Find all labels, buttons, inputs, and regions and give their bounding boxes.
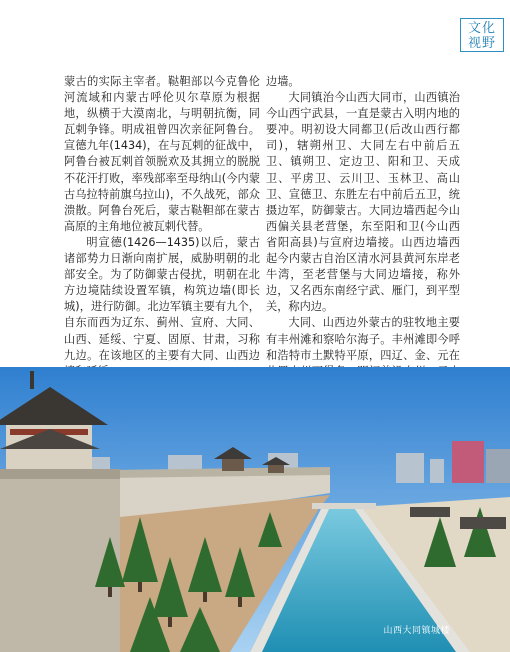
right-paragraph-2: 大同镇治今山西大同市，山西镇治今山西宁武县，一直是蒙古入明内地的要冲。明初设大同都卫(后改山西行都司)，辖朔州卫、大同左右中前后五卫、镇朔卫、定边卫、阳和卫、天成卫、平虏卫、云川卫、玉林卫、高山卫、宣德卫、东胜左右中前后五卫，统摄边军，防御蒙古。大同边墙西起今山西偏关县老营堡，东至阳和卫(今山西省阳高县)与宣府边墙接。山西边墙西起今内蒙古自治区清水河县黄河东岸老牛湾，至老营堡与大同边墙接，称外边，又名西东南经宁武、雁门，到平型关，称内边。 <box>266 91 460 314</box>
left-text-column <box>64 74 260 380</box>
photo-caption: 山西大同镇城楼 <box>383 626 450 636</box>
bridge <box>312 503 376 509</box>
right-text-column <box>266 74 460 396</box>
column-tag-line2: 视野 <box>467 36 496 51</box>
tall-building <box>486 449 510 483</box>
column-tag <box>460 18 504 52</box>
main-gate-wall <box>0 469 120 652</box>
left-paragraph-2: 明宣德(1426—1435)以后，蒙古诸部势力日渐向南扩展，威胁明朝的北部安全。为了防御蒙古侵扰，明朝在北方边境陆续设置军镇，构筑边墙(即长城)，进行防御。北边军镇主要有九个，自东而西为辽东、蓟州、宣府、大同、山西、延绥、宁夏、固原、甘肃，习称九边。在该地区的主要有大同、山西边 <box>64 235 260 362</box>
column-tag-line1: 文化 <box>467 21 496 36</box>
photo-illustration <box>0 367 510 652</box>
left-paragraph-1: 蒙古的实际主宰者。鞑靼部以今克鲁伦河流域和内蒙古呼伦贝尔草原为根据地，纵横于大漠南北，与明朝抗衡，同瓦剌争锋。明成祖曾四次亲征阿鲁台。宣德九年(1434)，在与瓦剌的征战中，阿鲁台被瓦剌首领脱欢及其拥立的脱脱不花汗打败，率残部率至母纳山(今内蒙古乌拉特前旗乌拉山)，不久战死，部众溃散。阿鲁台死后，蒙古鞑靼部在蒙古高原的主角地位被瓦剌代替。 <box>64 75 260 233</box>
datong-city-gate-photo <box>0 367 510 652</box>
right-paragraph-1: 边墙。 <box>266 75 300 88</box>
tall-building <box>452 441 484 483</box>
right-paragraph-3: 大同、山西边外蒙古的驻牧地主要有丰州滩和察哈尔海子。丰州滩即今呼和浩特市土默特平原，四辽、金、元在 <box>266 316 460 362</box>
